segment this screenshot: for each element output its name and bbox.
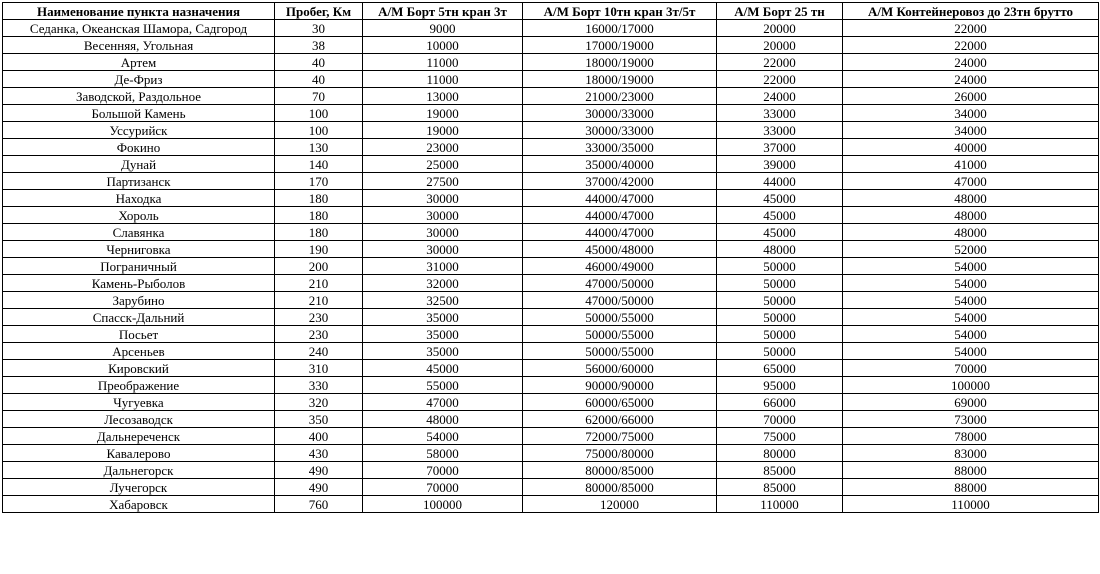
destination-cell: Дальнегорск xyxy=(3,462,275,479)
price-10t-cell: 72000/75000 xyxy=(523,428,717,445)
destination-cell: Арсеньев xyxy=(3,343,275,360)
price-container-cell: 78000 xyxy=(843,428,1099,445)
distance-cell: 190 xyxy=(275,241,363,258)
table-row xyxy=(3,292,1099,309)
price-container-cell: 34000 xyxy=(843,122,1099,139)
price-10t-cell: 44000/47000 xyxy=(523,224,717,241)
distance-cell: 100 xyxy=(275,122,363,139)
distance-cell: 40 xyxy=(275,54,363,71)
header-distance: Пробег, Км xyxy=(275,3,363,20)
price-10t-cell: 44000/47000 xyxy=(523,207,717,224)
price-container-cell: 54000 xyxy=(843,343,1099,360)
price-10t-cell: 75000/80000 xyxy=(523,445,717,462)
price-container-cell: 47000 xyxy=(843,173,1099,190)
price-container-cell: 83000 xyxy=(843,445,1099,462)
price-25t-cell: 33000 xyxy=(717,122,843,139)
price-25t-cell: 85000 xyxy=(717,462,843,479)
price-5t-cell: 31000 xyxy=(363,258,523,275)
table-body xyxy=(3,20,1099,513)
distance-cell: 760 xyxy=(275,496,363,513)
table-row xyxy=(3,122,1099,139)
header-row xyxy=(3,3,1099,20)
price-5t-cell: 35000 xyxy=(363,343,523,360)
price-container-cell: 88000 xyxy=(843,479,1099,496)
table-row xyxy=(3,275,1099,292)
price-container-cell: 22000 xyxy=(843,20,1099,37)
price-container-cell: 110000 xyxy=(843,496,1099,513)
destination-cell: Фокино xyxy=(3,139,275,156)
price-container-cell: 54000 xyxy=(843,275,1099,292)
destination-cell: Дальнереченск xyxy=(3,428,275,445)
table-row xyxy=(3,37,1099,54)
price-5t-cell: 19000 xyxy=(363,105,523,122)
price-25t-cell: 39000 xyxy=(717,156,843,173)
price-5t-cell: 35000 xyxy=(363,309,523,326)
price-25t-cell: 37000 xyxy=(717,139,843,156)
price-container-cell: 100000 xyxy=(843,377,1099,394)
price-25t-cell: 22000 xyxy=(717,54,843,71)
table-row xyxy=(3,445,1099,462)
price-10t-cell: 80000/85000 xyxy=(523,479,717,496)
price-container-cell: 41000 xyxy=(843,156,1099,173)
table-row xyxy=(3,462,1099,479)
destination-cell: Хабаровск xyxy=(3,496,275,513)
price-5t-cell: 48000 xyxy=(363,411,523,428)
destination-cell: Пограничный xyxy=(3,258,275,275)
price-25t-cell: 20000 xyxy=(717,20,843,37)
distance-cell: 180 xyxy=(275,224,363,241)
destination-cell: Спасск-Дальний xyxy=(3,309,275,326)
distance-cell: 200 xyxy=(275,258,363,275)
price-25t-cell: 110000 xyxy=(717,496,843,513)
table-row xyxy=(3,190,1099,207)
price-5t-cell: 11000 xyxy=(363,54,523,71)
distance-cell: 140 xyxy=(275,156,363,173)
price-10t-cell: 62000/66000 xyxy=(523,411,717,428)
table-row xyxy=(3,71,1099,88)
price-25t-cell: 50000 xyxy=(717,292,843,309)
destination-cell: Посьет xyxy=(3,326,275,343)
destination-cell: Большой Камень xyxy=(3,105,275,122)
distance-cell: 350 xyxy=(275,411,363,428)
table-row xyxy=(3,394,1099,411)
price-10t-cell: 30000/33000 xyxy=(523,122,717,139)
price-5t-cell: 27500 xyxy=(363,173,523,190)
price-25t-cell: 65000 xyxy=(717,360,843,377)
distance-cell: 400 xyxy=(275,428,363,445)
distance-cell: 100 xyxy=(275,105,363,122)
price-10t-cell: 47000/50000 xyxy=(523,275,717,292)
price-5t-cell: 100000 xyxy=(363,496,523,513)
destination-cell: Кавалерово xyxy=(3,445,275,462)
price-container-cell: 73000 xyxy=(843,411,1099,428)
price-5t-cell: 58000 xyxy=(363,445,523,462)
price-25t-cell: 45000 xyxy=(717,190,843,207)
price-container-cell: 54000 xyxy=(843,258,1099,275)
destination-cell: Хороль xyxy=(3,207,275,224)
header-truck-10t-crane: А/М Борт 10тн кран 3т/5т xyxy=(523,3,717,20)
distance-cell: 490 xyxy=(275,462,363,479)
destination-cell: Славянка xyxy=(3,224,275,241)
table-row xyxy=(3,309,1099,326)
price-25t-cell: 70000 xyxy=(717,411,843,428)
price-10t-cell: 30000/33000 xyxy=(523,105,717,122)
price-5t-cell: 32000 xyxy=(363,275,523,292)
price-25t-cell: 80000 xyxy=(717,445,843,462)
distance-cell: 180 xyxy=(275,207,363,224)
destination-cell: Партизанск xyxy=(3,173,275,190)
price-10t-cell: 50000/55000 xyxy=(523,326,717,343)
distance-cell: 170 xyxy=(275,173,363,190)
price-25t-cell: 24000 xyxy=(717,88,843,105)
destination-cell: Уссурийск xyxy=(3,122,275,139)
table-row xyxy=(3,241,1099,258)
distance-cell: 180 xyxy=(275,190,363,207)
price-10t-cell: 47000/50000 xyxy=(523,292,717,309)
table-row xyxy=(3,105,1099,122)
table-row xyxy=(3,139,1099,156)
price-25t-cell: 44000 xyxy=(717,173,843,190)
table-row xyxy=(3,173,1099,190)
table-row xyxy=(3,360,1099,377)
price-container-cell: 52000 xyxy=(843,241,1099,258)
price-container-cell: 26000 xyxy=(843,88,1099,105)
table-row xyxy=(3,411,1099,428)
header-truck-5t-crane-3t: А/М Борт 5тн кран 3т xyxy=(363,3,523,20)
distance-cell: 490 xyxy=(275,479,363,496)
price-container-cell: 70000 xyxy=(843,360,1099,377)
price-5t-cell: 30000 xyxy=(363,190,523,207)
table-row xyxy=(3,479,1099,496)
table-row xyxy=(3,377,1099,394)
price-25t-cell: 45000 xyxy=(717,207,843,224)
price-10t-cell: 120000 xyxy=(523,496,717,513)
price-10t-cell: 35000/40000 xyxy=(523,156,717,173)
distance-cell: 320 xyxy=(275,394,363,411)
destination-cell: Весенняя, Угольная xyxy=(3,37,275,54)
header-destination: Наименование пункта назначения xyxy=(3,3,275,20)
price-25t-cell: 75000 xyxy=(717,428,843,445)
price-5t-cell: 70000 xyxy=(363,479,523,496)
table-row xyxy=(3,258,1099,275)
price-5t-cell: 32500 xyxy=(363,292,523,309)
distance-cell: 30 xyxy=(275,20,363,37)
price-25t-cell: 50000 xyxy=(717,326,843,343)
price-container-cell: 48000 xyxy=(843,224,1099,241)
price-25t-cell: 50000 xyxy=(717,343,843,360)
table-row xyxy=(3,207,1099,224)
price-25t-cell: 50000 xyxy=(717,258,843,275)
price-container-cell: 54000 xyxy=(843,309,1099,326)
price-table xyxy=(2,2,1099,513)
price-container-cell: 54000 xyxy=(843,326,1099,343)
price-10t-cell: 60000/65000 xyxy=(523,394,717,411)
table-row xyxy=(3,428,1099,445)
price-10t-cell: 37000/42000 xyxy=(523,173,717,190)
price-25t-cell: 85000 xyxy=(717,479,843,496)
distance-cell: 230 xyxy=(275,309,363,326)
price-5t-cell: 9000 xyxy=(363,20,523,37)
price-10t-cell: 45000/48000 xyxy=(523,241,717,258)
destination-cell: Де-Фриз xyxy=(3,71,275,88)
distance-cell: 210 xyxy=(275,292,363,309)
price-10t-cell: 21000/23000 xyxy=(523,88,717,105)
destination-cell: Черниговка xyxy=(3,241,275,258)
price-25t-cell: 50000 xyxy=(717,309,843,326)
destination-cell: Кировский xyxy=(3,360,275,377)
price-5t-cell: 19000 xyxy=(363,122,523,139)
price-5t-cell: 30000 xyxy=(363,224,523,241)
price-25t-cell: 20000 xyxy=(717,37,843,54)
table-row xyxy=(3,343,1099,360)
price-container-cell: 24000 xyxy=(843,71,1099,88)
header-container-truck: А/М Контейнеровоз до 23тн брутто xyxy=(843,3,1099,20)
price-10t-cell: 16000/17000 xyxy=(523,20,717,37)
price-25t-cell: 48000 xyxy=(717,241,843,258)
destination-cell: Дунай xyxy=(3,156,275,173)
price-10t-cell: 46000/49000 xyxy=(523,258,717,275)
destination-cell: Артем xyxy=(3,54,275,71)
price-5t-cell: 55000 xyxy=(363,377,523,394)
destination-cell: Преображение xyxy=(3,377,275,394)
price-5t-cell: 47000 xyxy=(363,394,523,411)
destination-cell: Лучегорск xyxy=(3,479,275,496)
price-5t-cell: 45000 xyxy=(363,360,523,377)
price-10t-cell: 44000/47000 xyxy=(523,190,717,207)
destination-cell: Седанка, Океанская Шамора, Садгород xyxy=(3,20,275,37)
destination-cell: Чугуевка xyxy=(3,394,275,411)
price-container-cell: 69000 xyxy=(843,394,1099,411)
table-row xyxy=(3,224,1099,241)
table-row xyxy=(3,54,1099,71)
price-container-cell: 24000 xyxy=(843,54,1099,71)
price-container-cell: 88000 xyxy=(843,462,1099,479)
distance-cell: 230 xyxy=(275,326,363,343)
table-row xyxy=(3,88,1099,105)
table-row xyxy=(3,156,1099,173)
price-25t-cell: 33000 xyxy=(717,105,843,122)
price-25t-cell: 22000 xyxy=(717,71,843,88)
price-container-cell: 22000 xyxy=(843,37,1099,54)
price-5t-cell: 25000 xyxy=(363,156,523,173)
destination-cell: Находка xyxy=(3,190,275,207)
price-25t-cell: 95000 xyxy=(717,377,843,394)
price-5t-cell: 35000 xyxy=(363,326,523,343)
distance-cell: 40 xyxy=(275,71,363,88)
price-5t-cell: 30000 xyxy=(363,241,523,258)
distance-cell: 430 xyxy=(275,445,363,462)
price-5t-cell: 11000 xyxy=(363,71,523,88)
price-10t-cell: 80000/85000 xyxy=(523,462,717,479)
price-5t-cell: 13000 xyxy=(363,88,523,105)
price-25t-cell: 66000 xyxy=(717,394,843,411)
price-10t-cell: 33000/35000 xyxy=(523,139,717,156)
destination-cell: Лесозаводск xyxy=(3,411,275,428)
distance-cell: 70 xyxy=(275,88,363,105)
price-container-cell: 34000 xyxy=(843,105,1099,122)
table-row xyxy=(3,496,1099,513)
price-5t-cell: 54000 xyxy=(363,428,523,445)
distance-cell: 38 xyxy=(275,37,363,54)
destination-cell: Камень-Рыболов xyxy=(3,275,275,292)
header-truck-25t: А/М Борт 25 тн xyxy=(717,3,843,20)
table-row xyxy=(3,326,1099,343)
price-container-cell: 48000 xyxy=(843,190,1099,207)
price-10t-cell: 18000/19000 xyxy=(523,71,717,88)
distance-cell: 240 xyxy=(275,343,363,360)
price-5t-cell: 30000 xyxy=(363,207,523,224)
price-container-cell: 48000 xyxy=(843,207,1099,224)
price-5t-cell: 70000 xyxy=(363,462,523,479)
destination-cell: Зарубино xyxy=(3,292,275,309)
price-10t-cell: 50000/55000 xyxy=(523,309,717,326)
price-5t-cell: 23000 xyxy=(363,139,523,156)
distance-cell: 310 xyxy=(275,360,363,377)
destination-cell: Заводской, Раздольное xyxy=(3,88,275,105)
table-row xyxy=(3,20,1099,37)
price-25t-cell: 50000 xyxy=(717,275,843,292)
distance-cell: 130 xyxy=(275,139,363,156)
price-10t-cell: 56000/60000 xyxy=(523,360,717,377)
distance-cell: 210 xyxy=(275,275,363,292)
distance-cell: 330 xyxy=(275,377,363,394)
price-10t-cell: 90000/90000 xyxy=(523,377,717,394)
price-10t-cell: 18000/19000 xyxy=(523,54,717,71)
price-container-cell: 40000 xyxy=(843,139,1099,156)
price-container-cell: 54000 xyxy=(843,292,1099,309)
price-10t-cell: 17000/19000 xyxy=(523,37,717,54)
price-25t-cell: 45000 xyxy=(717,224,843,241)
price-5t-cell: 10000 xyxy=(363,37,523,54)
price-10t-cell: 50000/55000 xyxy=(523,343,717,360)
